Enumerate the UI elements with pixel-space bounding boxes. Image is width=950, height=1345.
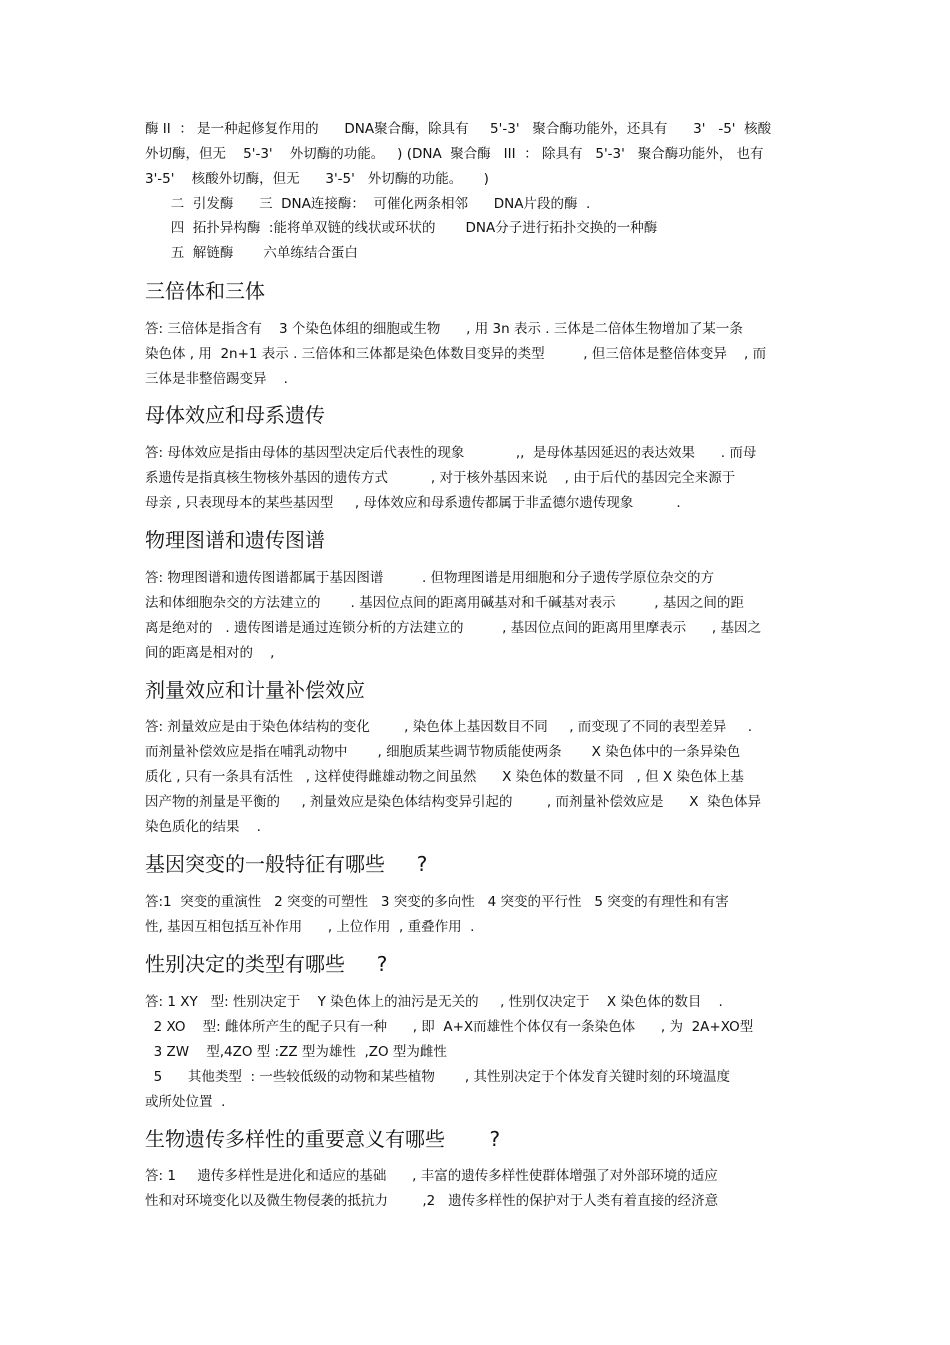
section-heading: 母体效应和母系遗传 xyxy=(145,403,325,427)
section-heading: 生物遗传多样性的重要意义有哪些 ? xyxy=(145,1127,501,1151)
text-line: 二 引发酶 三 DNA连接酶： 可催化两条相邻 DNA片段的酶 . xyxy=(145,196,591,212)
section-heading: 物理图谱和遗传图谱 xyxy=(145,528,325,552)
text-line: 而剂量补偿效应是指在哺乳动物中 , 细胞质某些调节物质能使两条 X 染色体中的一条异染色 xyxy=(145,744,741,760)
text-line: 因产物的剂量是平衡的 , 剂量效应是染色体结构变异引起的 , 而剂量补偿效应是 X 染色体异 xyxy=(145,794,762,810)
text-line: 五 解链酶 六单练结合蛋白 xyxy=(145,245,358,261)
text-line: 3 ZW 型,4ZO 型 :ZZ 型为雄性 ,ZO 型为雌性 xyxy=(145,1044,447,1060)
text-line: 5 其他类型 : 一些较低级的动物和某些植物 , 其性别决定于个体发育关键时刻的环境温度 xyxy=(145,1069,730,1085)
text-line: 染色体 , 用 2n+1 表示 . 三倍体和三体都是染色体数目变异的类型 , 但三倍体是整倍体变异 , 而 xyxy=(145,346,767,362)
text-line: 2 XO 型: 雌体所产生的配子只有一种 , 即 A+X而雄性个体仅有一条染色体 , 为 2A+XO型 xyxy=(145,1019,754,1035)
text-line: 外切酶，但无 5'-3' 外切酶的功能。 ) (DNA 聚合酶 III ： 除具有 5'-3' 聚合酶功能外， 也有 xyxy=(145,146,764,162)
text-line: 法和体细胞杂交的方法建立的 . 基因位点间的距离用碱基对和千碱基对表示 , 基因之间的距 xyxy=(145,595,744,611)
text-line: 质化 , 只有一条具有活性 , 这样使得雌雄动物之间虽然 X 染色体的数量不同 , 但 X 染色体上基 xyxy=(145,769,744,785)
text-line: 答: 物理图谱和遗传图谱都属于基因图谱 . 但物理图谱是用细胞和分子遗传学原位杂交的方 xyxy=(145,570,715,586)
text-line: 性, 基因互相包括互补作用 , 上位作用 , 重叠作用 . xyxy=(145,919,475,935)
section-heading: 剂量效应和计量补偿效应 xyxy=(145,678,365,702)
text-line: 酶 II ： 是一种起修复作用的 DNA聚合酶，除具有 5'-3' 聚合酶功能外，还具有 3' -5' 核酸 xyxy=(145,121,772,137)
text-line: 答: 1 XY 型: 性别决定于 Y 染色体上的油污是无关的 , 性别仅决定于 X 染色体的数目 . xyxy=(145,994,723,1010)
text-line: 答: 母体效应是指由母体的基因型决定后代表性的现象 ,, 是母体基因延迟的表达效果 . 而母 xyxy=(145,445,757,461)
text-line: 离是绝对的 . 遗传图谱是通过连锁分析的方法建立的 , 基因位点间的距离用里摩表示 , 基因之 xyxy=(145,620,761,636)
text-line: 间的距离是相对的 , xyxy=(145,645,275,661)
text-line: 染色质化的结果 . xyxy=(145,819,261,835)
text-line: 四 拓扑异构酶 :能将单双链的线状或环状的 DNA分子进行拓扑交换的一种酶 xyxy=(145,220,658,236)
text-line: 答: 剂量效应是由于染色体结构的变化 , 染色体上基因数目不同 , 而变现了不同的表型差异 . xyxy=(145,719,753,735)
text-line: 三体是非整倍踢变异 . xyxy=(145,371,288,387)
section-heading: 基因突变的一般特征有哪些 ? xyxy=(145,852,428,876)
text-line: 或所处位置 . xyxy=(145,1094,226,1110)
text-line: 母亲 , 只表现母本的某些基因型 , 母体效应和母系遗传都属于非孟德尔遗传现象 . xyxy=(145,495,681,511)
text-line: 系遗传是指真核生物核外基因的遗传方式 , 对于核外基因来说 , 由于后代的基因完全来源于 xyxy=(145,470,736,486)
section-heading: 性别决定的类型有哪些 ? xyxy=(145,952,388,976)
section-heading: 三倍体和三体 xyxy=(145,279,265,303)
text-line: 3'-5' 核酸外切酶，但无 3'-5' 外切酶的功能。 ) xyxy=(145,171,489,187)
text-line: 答: 三倍体是指含有 3 个染色体组的细胞或生物 , 用 3n 表示 . 三体是二倍体生物增加了某一条 xyxy=(145,321,743,337)
text-line: 性和对环境变化以及微生物侵袭的抵抗力 ,2 遗传多样性的保护对于人类有着直接的经济意 xyxy=(145,1193,719,1209)
text-line: 答:1 突变的重演性 2 突变的可塑性 3 突变的多向性 4 突变的平行性 5 突变的有理性和有害 xyxy=(145,894,729,910)
text-line: 答: 1 遗传多样性是进化和适应的基础 , 丰富的遗传多样性使群体增强了对外部环境的适应 xyxy=(145,1168,718,1184)
